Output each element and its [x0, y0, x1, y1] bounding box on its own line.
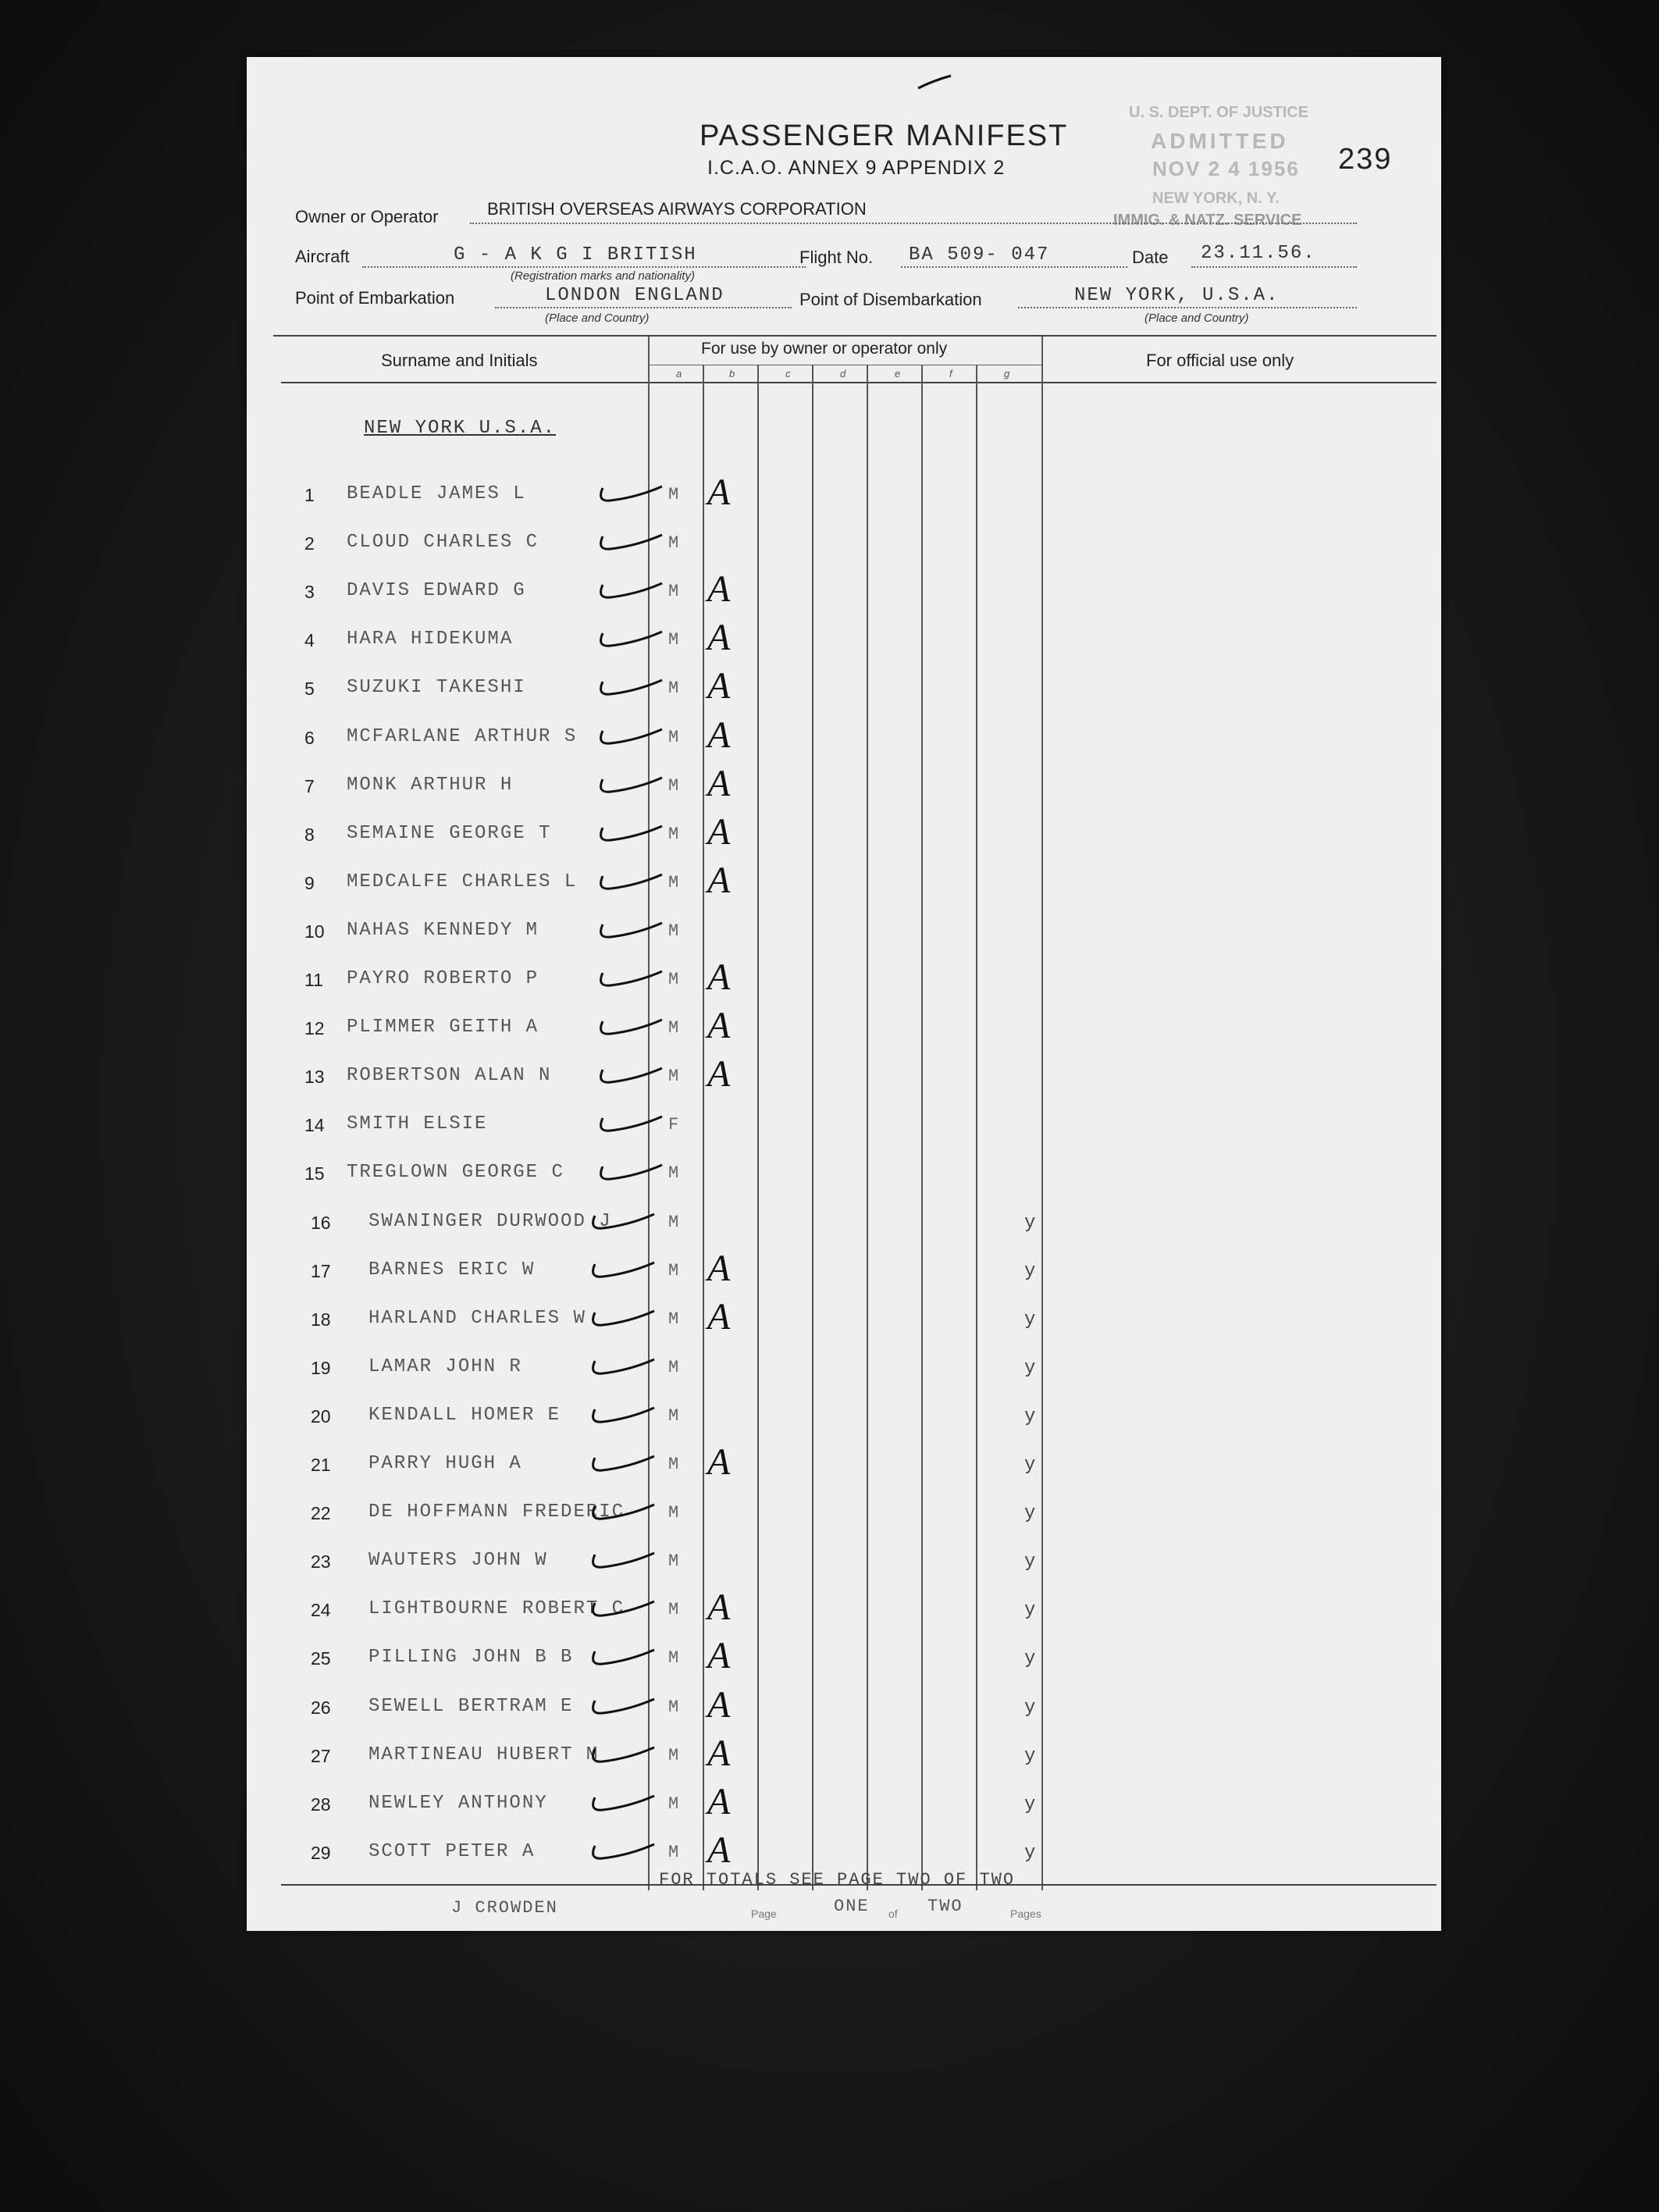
- admitted-mark: A: [707, 617, 731, 658]
- passenger-sex: M: [668, 1455, 679, 1474]
- row-number: 26: [311, 1697, 331, 1718]
- column-g-mark: y: [1024, 1503, 1036, 1524]
- col-official-header: For official use only: [1146, 351, 1294, 370]
- passenger-sex: M: [668, 1018, 679, 1038]
- check-stroke: [601, 680, 662, 694]
- check-stroke: [593, 1553, 654, 1567]
- embarkation-value: LONDON ENGLAND: [545, 285, 724, 306]
- admitted-mark: A: [707, 472, 731, 513]
- row-number: 11: [304, 970, 323, 990]
- passenger-name: TREGLOWN GEORGE C: [347, 1162, 564, 1183]
- row-number: 6: [304, 728, 315, 748]
- admitted-mark: A: [707, 1587, 731, 1628]
- check-stroke: [601, 632, 662, 646]
- check-stroke: [593, 1263, 654, 1277]
- row-number: 15: [304, 1163, 325, 1184]
- check-stroke: [593, 1699, 654, 1713]
- passenger-sex: M: [668, 921, 679, 941]
- col-name-header: Surname and Initials: [381, 351, 538, 370]
- passenger-sex: M: [668, 1358, 679, 1377]
- passenger-name: KENDALL HOMER E: [368, 1405, 561, 1426]
- signature: J CROWDEN: [451, 1898, 558, 1918]
- passenger-sex: M: [668, 1213, 679, 1232]
- page-value: ONE: [834, 1897, 870, 1916]
- passenger-sex: M: [668, 776, 679, 796]
- passenger-name: HARLAND CHARLES W: [368, 1308, 586, 1329]
- row-number: 8: [304, 825, 315, 845]
- stamp-admitted: ADMITTED: [1151, 129, 1289, 153]
- passenger-name: LIGHTBOURNE ROBERT C: [368, 1598, 625, 1619]
- pages-label: Pages: [1010, 1907, 1041, 1920]
- admitted-mark: A: [707, 763, 731, 804]
- col-operator-header: For use by owner or operator only: [701, 340, 948, 358]
- row-number: 12: [304, 1018, 325, 1038]
- admitted-mark: A: [707, 665, 731, 707]
- check-stroke: [601, 486, 662, 500]
- passenger-name: DAVIS EDWARD G: [347, 580, 526, 601]
- passenger-sex: M: [668, 485, 679, 504]
- passenger-sex: M: [668, 1067, 679, 1086]
- check-stroke: [593, 1214, 654, 1228]
- date-value: 23.11.56.: [1201, 243, 1316, 264]
- admitted-mark: A: [707, 1441, 731, 1483]
- column-g-mark: y: [1024, 1648, 1036, 1669]
- row-number: 7: [304, 776, 315, 796]
- row-number: 20: [311, 1406, 331, 1427]
- stamp-service: IMMIG. & NATZ. SERVICE: [1113, 212, 1302, 229]
- row-number: 21: [311, 1455, 331, 1475]
- disembarkation-value: NEW YORK, U.S.A.: [1074, 285, 1280, 306]
- passenger-name: MONK ARTHUR H: [347, 775, 514, 796]
- row-number: 22: [311, 1503, 331, 1523]
- column-g-mark: y: [1024, 1551, 1036, 1573]
- column-g-mark: y: [1024, 1600, 1036, 1621]
- section-heading: NEW YORK U.S.A.: [364, 418, 557, 439]
- admitted-mark: A: [707, 568, 731, 610]
- passenger-sex: M: [668, 1843, 679, 1862]
- disembarkation-note: (Place and Country): [1145, 312, 1249, 325]
- of-value: TWO: [927, 1897, 963, 1916]
- check-stroke: [601, 971, 662, 985]
- column-g-mark: y: [1024, 1261, 1036, 1282]
- of-label: of: [888, 1907, 898, 1920]
- passenger-name: WAUTERS JOHN W: [368, 1550, 548, 1571]
- passenger-sex: M: [668, 1406, 679, 1426]
- passenger-sex: M: [668, 582, 679, 601]
- passenger-sex: M: [668, 1309, 679, 1329]
- sub-col-f: f: [949, 368, 952, 379]
- passenger-name: HARA HIDEKUMA: [347, 629, 514, 650]
- row-number: 28: [311, 1794, 331, 1815]
- admitted-mark: A: [707, 1053, 731, 1095]
- check-stroke: [593, 1408, 654, 1422]
- admitted-mark: A: [707, 1005, 731, 1046]
- check-stroke: [601, 583, 662, 597]
- row-number: 5: [304, 679, 315, 699]
- passenger-sex: M: [668, 1746, 679, 1765]
- passenger-sex: M: [668, 1163, 679, 1183]
- check-stroke: [601, 778, 662, 792]
- check-stroke: [593, 1844, 654, 1858]
- passenger-sex: M: [668, 1503, 679, 1523]
- check-stroke: [601, 535, 662, 549]
- sub-col-d: d: [840, 368, 846, 379]
- row-number: 14: [304, 1115, 325, 1135]
- stamp-city: NEW YORK, N. Y.: [1152, 190, 1280, 207]
- check-stroke: [593, 1650, 654, 1664]
- page-label: Page: [751, 1907, 777, 1920]
- passenger-name: NEWLEY ANTHONY: [368, 1793, 548, 1814]
- row-number: 2: [304, 533, 315, 554]
- column-g-mark: y: [1024, 1843, 1036, 1864]
- sub-col-g: g: [1004, 368, 1010, 379]
- admitted-mark: A: [707, 714, 731, 756]
- admitted-mark: A: [707, 1781, 731, 1822]
- manifest-title: PASSENGER MANIFEST: [700, 119, 1069, 152]
- admitted-mark: A: [707, 1829, 731, 1871]
- passenger-sex: M: [668, 1794, 679, 1814]
- row-number: 24: [311, 1600, 331, 1620]
- row-number: 3: [304, 582, 315, 602]
- handwritten-checkmarks: [247, 57, 1441, 1931]
- passenger-name: SEMAINE GEORGE T: [347, 823, 552, 844]
- passenger-sex: M: [668, 533, 679, 553]
- row-number: 10: [304, 921, 325, 942]
- column-g-mark: y: [1024, 1358, 1036, 1379]
- row-number: 19: [311, 1358, 331, 1378]
- aircraft-label: Aircraft: [295, 247, 350, 266]
- passenger-sex: M: [668, 1551, 679, 1571]
- row-number: 18: [311, 1309, 331, 1330]
- passenger-name: SCOTT PETER A: [368, 1841, 536, 1862]
- passenger-sex: M: [668, 1261, 679, 1281]
- passenger-name: SEWELL BERTRAM E: [368, 1696, 574, 1717]
- check-stroke: [593, 1505, 654, 1519]
- stamp-dept: U. S. DEPT. OF JUSTICE: [1129, 104, 1309, 121]
- passenger-name: CLOUD CHARLES C: [347, 532, 539, 553]
- check-stroke: [593, 1311, 654, 1325]
- passenger-name: PLIMMER GEITH A: [347, 1017, 539, 1038]
- row-number: 13: [304, 1067, 325, 1087]
- sub-col-a: a: [676, 368, 682, 379]
- admitted-mark: A: [707, 956, 731, 998]
- passenger-name: MEDCALFE CHARLES L: [347, 871, 578, 892]
- admitted-mark: A: [707, 1733, 731, 1774]
- check-stroke: [601, 826, 662, 840]
- passenger-sex: M: [668, 679, 679, 698]
- check-stroke: [593, 1359, 654, 1373]
- passenger-sex: M: [668, 728, 679, 747]
- row-number: 17: [311, 1261, 331, 1281]
- passenger-name: SWANINGER DURWOOD J: [368, 1211, 612, 1232]
- sub-col-b: b: [729, 368, 735, 379]
- flight-value: BA 509- 047: [909, 244, 1050, 265]
- check-stroke: [601, 1020, 662, 1034]
- column-g-mark: y: [1024, 1455, 1036, 1476]
- admitted-mark: A: [707, 860, 731, 901]
- passenger-name: LAMAR JOHN R: [368, 1356, 522, 1377]
- passenger-sex: M: [668, 1648, 679, 1668]
- admitted-mark: A: [707, 1296, 731, 1338]
- passenger-sex: M: [668, 1697, 679, 1717]
- row-number: 9: [304, 873, 315, 893]
- passenger-sex: M: [668, 970, 679, 989]
- passenger-name: ROBERTSON ALAN N: [347, 1065, 552, 1086]
- passenger-name: PARRY HUGH A: [368, 1453, 522, 1474]
- check-stroke: [601, 874, 662, 889]
- owner-label: Owner or Operator: [295, 207, 439, 226]
- passenger-sex: M: [668, 630, 679, 650]
- passenger-sex: M: [668, 873, 679, 892]
- check-stroke: [593, 1601, 654, 1615]
- admitted-mark: A: [707, 1635, 731, 1676]
- flight-label: Flight No.: [799, 248, 874, 267]
- check-stroke: [593, 1747, 654, 1761]
- passenger-name: BARNES ERIC W: [368, 1259, 536, 1281]
- admitted-mark: A: [707, 1684, 731, 1726]
- row-number: 27: [311, 1746, 331, 1766]
- stamp-date: NOV 2 4 1956: [1152, 157, 1300, 180]
- column-g-mark: y: [1024, 1213, 1036, 1234]
- passenger-name: NAHAS KENNEDY M: [347, 920, 539, 941]
- aircraft-note: (Registration marks and nationality): [511, 269, 695, 283]
- admitted-mark: A: [707, 1248, 731, 1289]
- passenger-name: MCFARLANE ARTHUR S: [347, 726, 578, 747]
- sub-col-c: c: [785, 368, 791, 379]
- disembarkation-label: Point of Disembarkation: [799, 290, 982, 309]
- check-stroke: [593, 1796, 654, 1810]
- manifest-subtitle: I.C.A.O. ANNEX 9 APPENDIX 2: [707, 157, 1006, 179]
- row-number: 1: [304, 485, 315, 505]
- check-stroke: [593, 1456, 654, 1470]
- passenger-name: BEADLE JAMES L: [347, 483, 526, 504]
- check-stroke: [601, 1165, 662, 1179]
- column-g-mark: y: [1024, 1794, 1036, 1815]
- passenger-name: MARTINEAU HUBERT M: [368, 1744, 600, 1765]
- row-number: 16: [311, 1213, 331, 1233]
- row-number: 25: [311, 1648, 331, 1669]
- row-number: 4: [304, 630, 315, 650]
- passenger-name: SMITH ELSIE: [347, 1113, 488, 1134]
- page-number: 239: [1338, 143, 1393, 176]
- embarkation-label: Point of Embarkation: [295, 288, 455, 308]
- passenger-name: PAYRO ROBERTO P: [347, 968, 539, 989]
- passenger-name: DE HOFFMANN FREDERIC: [368, 1501, 625, 1523]
- passenger-sex: F: [668, 1115, 679, 1134]
- passenger-sex: M: [668, 1600, 679, 1619]
- row-number: 29: [311, 1843, 331, 1863]
- date-label: Date: [1132, 248, 1169, 267]
- column-g-mark: y: [1024, 1309, 1036, 1330]
- admitted-mark: A: [707, 811, 731, 853]
- check-stroke: [601, 923, 662, 937]
- passenger-sex: M: [668, 825, 679, 844]
- check-stroke: [601, 1117, 662, 1131]
- aircraft-value: G - A K G I BRITISH: [454, 244, 697, 265]
- column-g-mark: y: [1024, 1697, 1036, 1719]
- column-g-mark: y: [1024, 1406, 1036, 1427]
- row-number: 23: [311, 1551, 331, 1572]
- embarkation-note: (Place and Country): [545, 312, 650, 325]
- manifest-sheet: [247, 57, 1441, 1931]
- check-stroke: [601, 729, 662, 743]
- passenger-name: SUZUKI TAKESHI: [347, 677, 526, 698]
- column-g-mark: y: [1024, 1746, 1036, 1767]
- check-stroke: [601, 1068, 662, 1082]
- owner-value: BRITISH OVERSEAS AIRWAYS CORPORATION: [487, 199, 867, 219]
- passenger-name: PILLING JOHN B B: [368, 1647, 574, 1668]
- totals-note: FOR TOTALS SEE PAGE TWO OF TWO: [659, 1870, 1016, 1890]
- sub-col-e: e: [895, 368, 901, 379]
